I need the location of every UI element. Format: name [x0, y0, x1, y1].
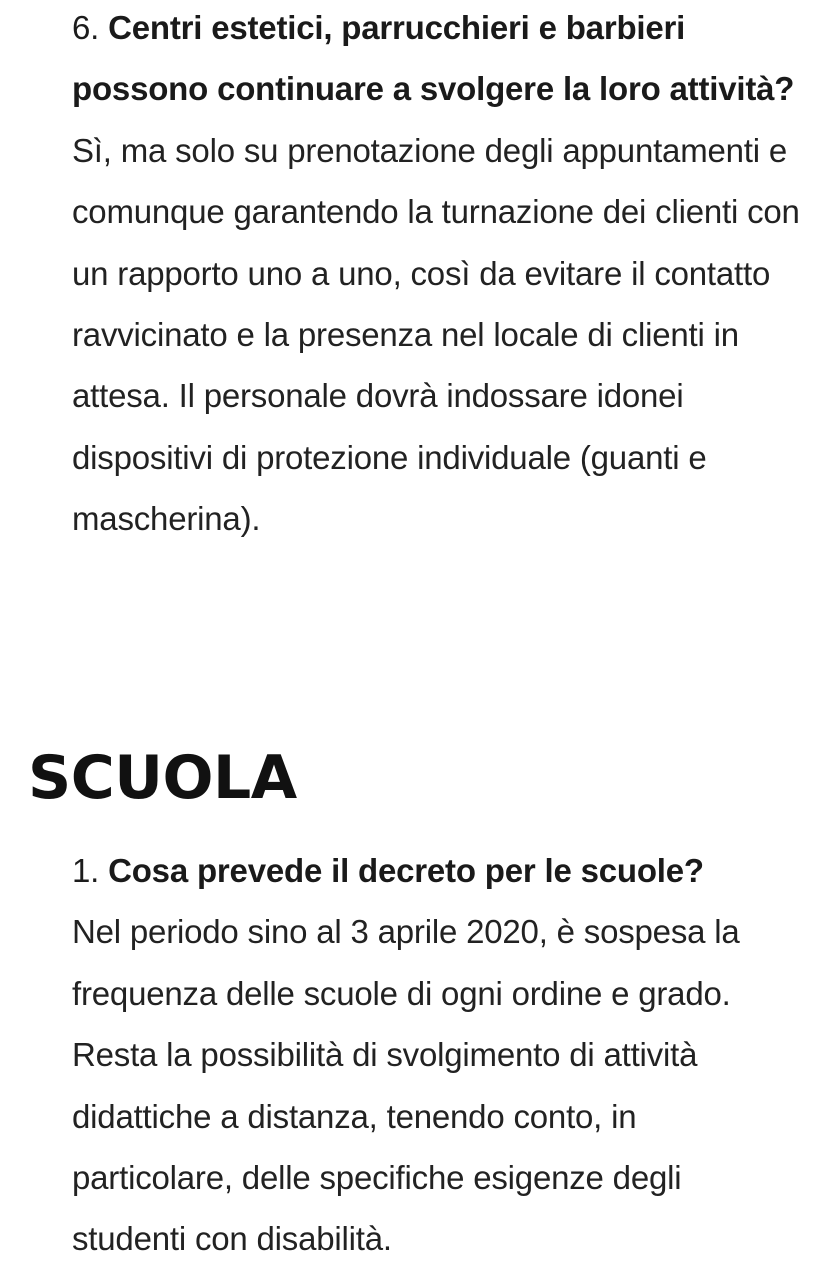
faq-question-text: Centri estetici, parrucchieri e barbieri possono continuare a svolgere la loro attività? — [72, 9, 795, 108]
faq-question-line — [72, 0, 802, 120]
faq-question-line — [72, 840, 802, 901]
faq-answer-text: Nel periodo sino al 3 aprile 2020, è sospesa la frequenza delle scuole di ogni ordine e grado. Resta la possibilità di svolgimento di attività didattiche a distanza, tenendo conto, in particolare, delle specifiche esigenze degli studenti con disabilità. — [72, 913, 740, 1258]
faq-question-number: 6. — [72, 9, 100, 46]
faq-answer-text: Sì, ma solo su prenotazione degli appuntamenti e comunque garantendo la turnazione dei clienti con un rapporto uno a uno, così da evitare il contatto ravvicinato e la presenza nel locale di clienti in attesa. Il personale dovrà indossare idonei dispositivi di protezione individuale (guanti e mascherina). — [72, 131, 800, 538]
faq-question-number: 1. — [72, 852, 100, 889]
section-title-scuola: SCUOLA — [28, 743, 297, 813]
faq-question-text: Cosa prevede il decreto per le scuole? — [108, 852, 704, 889]
faq-item-centri-estetici — [72, 0, 802, 550]
faq-item-scuole — [72, 840, 802, 1270]
